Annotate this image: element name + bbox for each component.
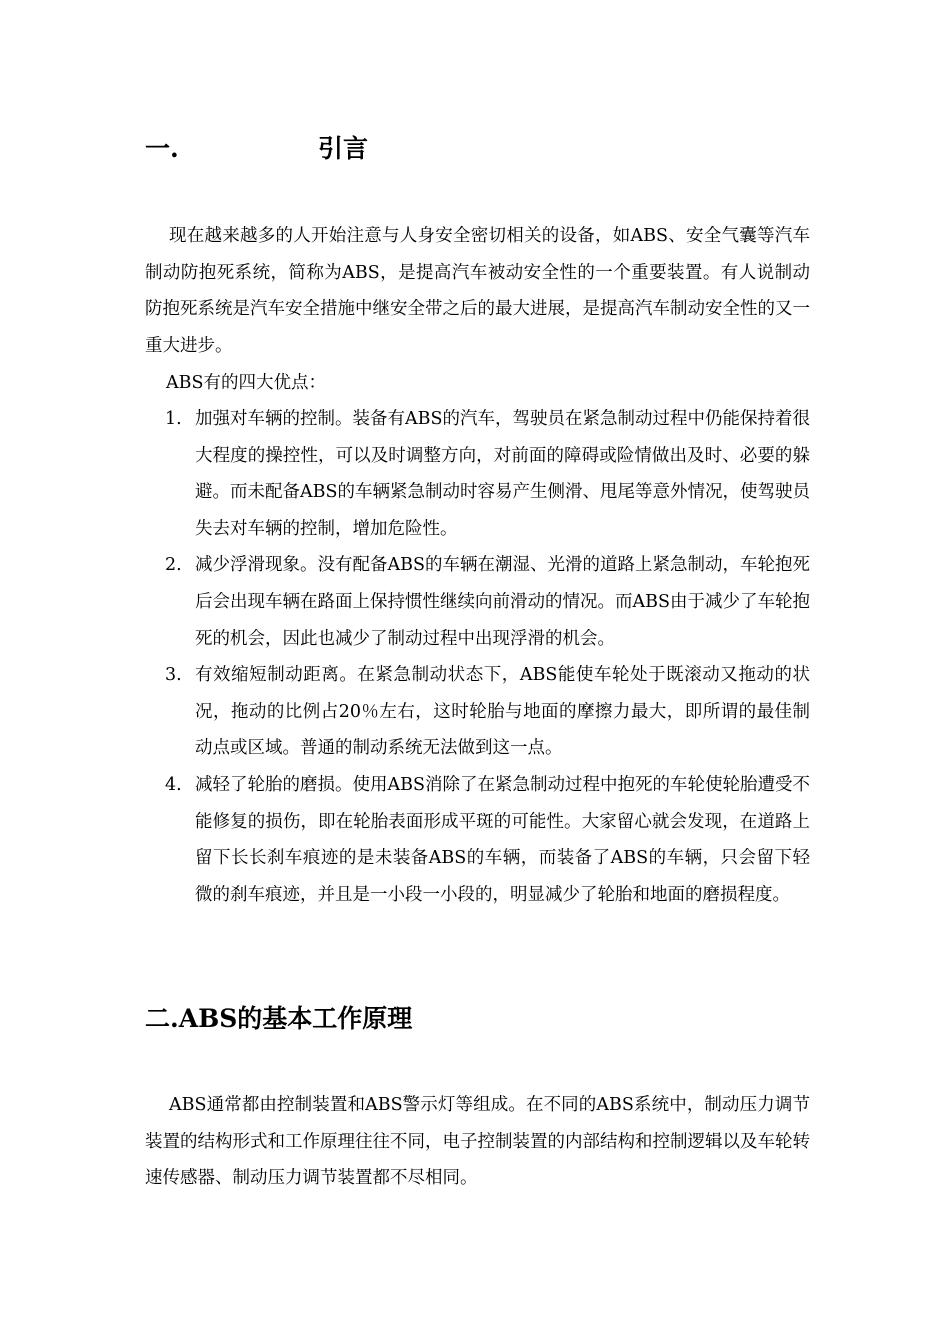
list-item xyxy=(145,401,810,547)
list-item xyxy=(145,657,810,767)
list-marker: 4. xyxy=(165,774,182,795)
list-item xyxy=(145,547,810,657)
principle-text: ABS通常都由控制装置和ABS警示灯等组成。在不同的ABS系统中，制动压力调节装置的结构形式和工作原理往往不同，电子控制装置的内部结构和控制逻辑以及车轮转速传感器、制动压力调节装置都不尽相同。 xyxy=(145,1095,810,1189)
list-item-text: 有效缩短制动距离。在紧急制动状态下，ABS能使车轮处于既滚动又拖动的状况，拖动的比例占20％左右，这时轮胎与地面的摩擦力最大，即所谓的最佳制动点或区域。普通的制动系统无法做到这一点。 xyxy=(195,665,810,759)
advantages-list xyxy=(145,401,810,913)
list-marker: 3. xyxy=(165,665,182,686)
intro-text: 现在越来越多的人开始注意与人身安全密切相关的设备，如ABS、安全气囊等汽车制动防抱死系统，简称为ABS，是提高汽车被动安全性的一个重要装置。有人说制动防抱死系统是汽车安全措施中继安全带之后的最大进展，是提高汽车制动安全性的又一重大进步。 xyxy=(145,226,810,356)
advantages-intro: ABS有的四大优点： xyxy=(166,373,326,393)
list-item-text: 加强对车辆的控制。装备有ABS的汽车，驾驶员在紧急制动过程中仍能保持着很大程度的操控性，可以及时调整方向，对前面的障碍或险情做出及时、必要的躲避。而未配备ABS的车辆紧急制动时容易产生侧滑、甩尾等意外情况，使驾驶员失去对车辆的控制，增加危险性。 xyxy=(195,409,810,539)
list-item xyxy=(145,767,810,913)
section1-title: 引言 xyxy=(318,134,369,163)
list-item-text: 减轻了轮胎的磨损。使用ABS消除了在紧急制动过程中抱死的车轮使轮胎遭受不能修复的损伤，即在轮胎表面形成平斑的可能性。大家留心就会发现，在道路上留下长长刹车痕迹的是未装备ABS的车辆，而装备了ABS的车辆，只会留下轻微的刹车痕迹，并且是一小段一小段的，明显减少了轮胎和地面的磨损程度。 xyxy=(195,774,810,905)
list-marker: 2. xyxy=(165,555,182,576)
intro-paragraph xyxy=(145,218,810,364)
section2-heading: 二.ABS的基本工作原理 xyxy=(145,1004,413,1033)
list-marker: 1. xyxy=(165,409,182,429)
section1-number: 一. xyxy=(145,134,179,163)
principle-paragraph xyxy=(145,1087,810,1197)
list-item-text: 减少浮滑现象。没有配备ABS的车辆在潮湿、光滑的道路上紧急制动，车轮抱死后会出现车辆在路面上保持惯性继续向前滑动的情况。而ABS由于减少了车轮抱死的机会，因此也减少了制动过程中出现浮滑的机会。 xyxy=(195,555,810,649)
